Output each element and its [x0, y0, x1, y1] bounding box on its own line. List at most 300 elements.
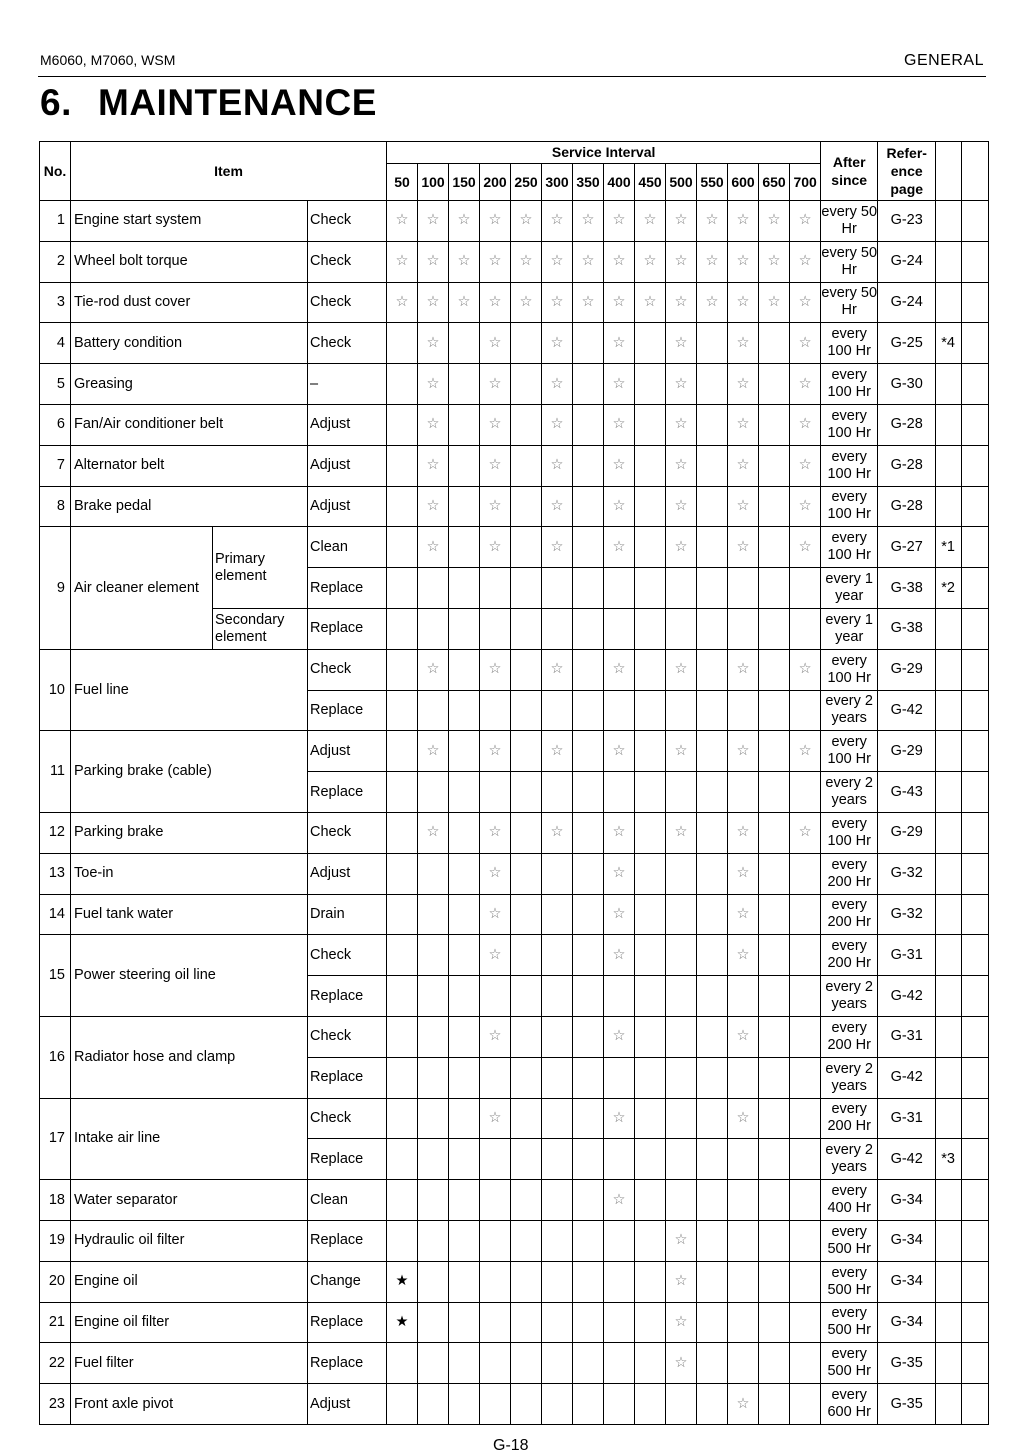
star-outline-icon: ☆: [666, 404, 697, 445]
empty-cell: [635, 1180, 666, 1221]
star-outline-icon: ☆: [666, 241, 697, 282]
empty-cell: [697, 445, 728, 486]
item-name: Hydraulic oil filter: [71, 1220, 308, 1261]
item-action: Replace: [308, 1343, 387, 1384]
empty-cell: [511, 608, 542, 649]
star-outline-icon: ☆: [418, 323, 449, 364]
after-since: every 500 Hr: [821, 1220, 878, 1261]
note: [936, 1098, 962, 1139]
item-name: Parking brake: [71, 812, 308, 853]
star-outline-icon: ☆: [759, 241, 790, 282]
note: [936, 1016, 962, 1057]
interval-550: 550: [697, 164, 728, 201]
empty-cell: [697, 976, 728, 1017]
empty-cell: [480, 1384, 511, 1425]
star-outline-icon: ☆: [697, 201, 728, 242]
after-since: every 100 Hr: [821, 527, 878, 568]
item-action: Check: [308, 323, 387, 364]
empty-cell: [387, 731, 418, 772]
reference-page: G-38: [878, 568, 936, 609]
item-number: 16: [40, 1016, 71, 1098]
empty-cell: [604, 608, 635, 649]
star-outline-icon: ☆: [728, 241, 759, 282]
extra-cell: [962, 527, 989, 568]
star-outline-icon: ☆: [480, 731, 511, 772]
empty-cell: [604, 1302, 635, 1343]
empty-cell: [604, 1220, 635, 1261]
empty-cell: [387, 568, 418, 609]
empty-cell: [418, 894, 449, 935]
empty-cell: [697, 323, 728, 364]
empty-cell: [449, 608, 480, 649]
extra-cell: [962, 364, 989, 405]
empty-cell: [790, 894, 821, 935]
extra-cell: [962, 241, 989, 282]
empty-cell: [666, 690, 697, 731]
empty-cell: [759, 1098, 790, 1139]
empty-cell: [635, 731, 666, 772]
item-number: 7: [40, 445, 71, 486]
star-outline-icon: ☆: [604, 731, 635, 772]
empty-cell: [790, 1220, 821, 1261]
star-outline-icon: ☆: [387, 201, 418, 242]
empty-cell: [542, 1343, 573, 1384]
empty-cell: [449, 690, 480, 731]
section-title: [40, 82, 377, 124]
extra-cell: [962, 1098, 989, 1139]
header-note: [936, 142, 962, 201]
table-row: [40, 404, 989, 445]
item-name: Fuel filter: [71, 1343, 308, 1384]
item-number: 19: [40, 1220, 71, 1261]
empty-cell: [728, 772, 759, 813]
after-since: every 100 Hr: [821, 486, 878, 527]
empty-cell: [573, 323, 604, 364]
empty-cell: [449, 445, 480, 486]
after-since: every 1 year: [821, 568, 878, 609]
empty-cell: [790, 1057, 821, 1098]
star-outline-icon: ☆: [790, 282, 821, 323]
star-solid-icon: ★: [387, 1261, 418, 1302]
empty-cell: [449, 1180, 480, 1221]
empty-cell: [418, 1261, 449, 1302]
empty-cell: [697, 527, 728, 568]
empty-cell: [604, 976, 635, 1017]
empty-cell: [418, 1302, 449, 1343]
after-since: every 2 years: [821, 1057, 878, 1098]
star-outline-icon: ☆: [480, 445, 511, 486]
empty-cell: [790, 1180, 821, 1221]
empty-cell: [542, 608, 573, 649]
item-action: Replace: [308, 976, 387, 1017]
item-action: Adjust: [308, 731, 387, 772]
empty-cell: [666, 1016, 697, 1057]
empty-cell: [604, 690, 635, 731]
empty-cell: [635, 608, 666, 649]
empty-cell: [728, 1180, 759, 1221]
star-outline-icon: ☆: [790, 201, 821, 242]
empty-cell: [790, 1302, 821, 1343]
item-action: Adjust: [308, 404, 387, 445]
empty-cell: [511, 486, 542, 527]
item-name: Radiator hose and clamp: [71, 1016, 308, 1098]
note: [936, 1180, 962, 1221]
star-outline-icon: ☆: [728, 364, 759, 405]
empty-cell: [697, 1302, 728, 1343]
empty-cell: [542, 935, 573, 976]
item-action: Check: [308, 812, 387, 853]
star-outline-icon: ☆: [666, 1343, 697, 1384]
star-outline-icon: ☆: [449, 201, 480, 242]
item-number: 13: [40, 853, 71, 894]
empty-cell: [573, 1343, 604, 1384]
after-since: every 1 year: [821, 608, 878, 649]
reference-page: G-23: [878, 201, 936, 242]
star-outline-icon: ☆: [604, 812, 635, 853]
empty-cell: [387, 486, 418, 527]
star-outline-icon: ☆: [418, 364, 449, 405]
reference-page: G-30: [878, 364, 936, 405]
star-outline-icon: ☆: [604, 282, 635, 323]
note: *4: [936, 323, 962, 364]
empty-cell: [790, 568, 821, 609]
empty-cell: [697, 1098, 728, 1139]
empty-cell: [697, 649, 728, 690]
note: [936, 1302, 962, 1343]
extra-cell: [962, 894, 989, 935]
star-outline-icon: ☆: [635, 282, 666, 323]
after-since: every 2 years: [821, 1139, 878, 1180]
maintenance-table: [39, 141, 989, 1425]
extra-cell: [962, 649, 989, 690]
empty-cell: [728, 1220, 759, 1261]
reference-page: G-35: [878, 1384, 936, 1425]
empty-cell: [449, 1302, 480, 1343]
star-outline-icon: ☆: [604, 935, 635, 976]
empty-cell: [790, 1139, 821, 1180]
item-number: 11: [40, 731, 71, 813]
star-outline-icon: ☆: [604, 853, 635, 894]
table-row: [40, 894, 989, 935]
empty-cell: [573, 1057, 604, 1098]
note: [936, 1261, 962, 1302]
after-since: every 100 Hr: [821, 364, 878, 405]
star-outline-icon: ☆: [728, 935, 759, 976]
header-reference-page: Refer- ence page: [878, 142, 936, 201]
doc-header-right: GENERAL: [904, 52, 984, 69]
empty-cell: [449, 1057, 480, 1098]
reference-page: G-42: [878, 1057, 936, 1098]
reference-page: G-32: [878, 894, 936, 935]
note: *2: [936, 568, 962, 609]
empty-cell: [542, 853, 573, 894]
star-outline-icon: ☆: [790, 241, 821, 282]
empty-cell: [759, 1139, 790, 1180]
empty-cell: [418, 1098, 449, 1139]
star-outline-icon: ☆: [542, 282, 573, 323]
empty-cell: [573, 1261, 604, 1302]
section-number: 6.: [40, 82, 72, 123]
empty-cell: [387, 1180, 418, 1221]
empty-cell: [728, 1139, 759, 1180]
empty-cell: [790, 853, 821, 894]
empty-cell: [573, 608, 604, 649]
empty-cell: [449, 1261, 480, 1302]
note: [936, 1343, 962, 1384]
reference-page: G-31: [878, 1098, 936, 1139]
empty-cell: [759, 731, 790, 772]
empty-cell: [635, 364, 666, 405]
empty-cell: [728, 608, 759, 649]
star-outline-icon: ☆: [728, 527, 759, 568]
star-outline-icon: ☆: [728, 1384, 759, 1425]
empty-cell: [573, 649, 604, 690]
star-outline-icon: ☆: [759, 201, 790, 242]
empty-cell: [697, 731, 728, 772]
empty-cell: [511, 731, 542, 772]
empty-cell: [697, 1343, 728, 1384]
item-number: 1: [40, 201, 71, 242]
star-outline-icon: ☆: [728, 649, 759, 690]
empty-cell: [635, 323, 666, 364]
star-outline-icon: ☆: [728, 323, 759, 364]
empty-cell: [604, 568, 635, 609]
empty-cell: [697, 772, 728, 813]
empty-cell: [387, 812, 418, 853]
empty-cell: [604, 772, 635, 813]
extra-cell: [962, 486, 989, 527]
empty-cell: [511, 1098, 542, 1139]
empty-cell: [666, 608, 697, 649]
interval-150: 150: [449, 164, 480, 201]
empty-cell: [635, 690, 666, 731]
extra-cell: [962, 1261, 989, 1302]
empty-cell: [666, 1098, 697, 1139]
item-name: Fuel tank water: [71, 894, 308, 935]
empty-cell: [697, 608, 728, 649]
after-since: every 50 Hr: [821, 201, 878, 242]
empty-cell: [635, 1261, 666, 1302]
empty-cell: [790, 1343, 821, 1384]
empty-cell: [480, 1343, 511, 1384]
note: [936, 772, 962, 813]
empty-cell: [449, 976, 480, 1017]
item-name: Engine oil filter: [71, 1302, 308, 1343]
empty-cell: [573, 1384, 604, 1425]
empty-cell: [635, 1139, 666, 1180]
item-name: Fan/Air conditioner belt: [71, 404, 308, 445]
empty-cell: [480, 1220, 511, 1261]
empty-cell: [728, 1343, 759, 1384]
item-name: Brake pedal: [71, 486, 308, 527]
star-outline-icon: ☆: [604, 649, 635, 690]
empty-cell: [511, 568, 542, 609]
star-outline-icon: ☆: [418, 527, 449, 568]
item-number: 17: [40, 1098, 71, 1180]
after-since: every 2 years: [821, 690, 878, 731]
after-since: every 100 Hr: [821, 404, 878, 445]
empty-cell: [635, 1343, 666, 1384]
star-outline-icon: ☆: [480, 486, 511, 527]
star-outline-icon: ☆: [449, 282, 480, 323]
item-action: Change: [308, 1261, 387, 1302]
star-outline-icon: ☆: [728, 731, 759, 772]
empty-cell: [573, 772, 604, 813]
star-outline-icon: ☆: [604, 1180, 635, 1221]
star-outline-icon: ☆: [790, 731, 821, 772]
star-outline-icon: ☆: [635, 241, 666, 282]
empty-cell: [511, 690, 542, 731]
empty-cell: [418, 935, 449, 976]
star-outline-icon: ☆: [790, 404, 821, 445]
empty-cell: [418, 1057, 449, 1098]
star-outline-icon: ☆: [480, 935, 511, 976]
empty-cell: [604, 1139, 635, 1180]
after-since: every 2 years: [821, 976, 878, 1017]
star-outline-icon: ☆: [666, 364, 697, 405]
star-outline-icon: ☆: [418, 445, 449, 486]
empty-cell: [542, 772, 573, 813]
empty-cell: [480, 568, 511, 609]
empty-cell: [635, 853, 666, 894]
table-row: [40, 527, 989, 568]
star-outline-icon: ☆: [449, 241, 480, 282]
item-action: Check: [308, 649, 387, 690]
empty-cell: [604, 1057, 635, 1098]
item-action: Drain: [308, 894, 387, 935]
item-sub: Secondary element: [213, 608, 308, 649]
empty-cell: [759, 1057, 790, 1098]
empty-cell: [449, 853, 480, 894]
empty-cell: [418, 1384, 449, 1425]
star-outline-icon: ☆: [573, 201, 604, 242]
star-outline-icon: ☆: [542, 201, 573, 242]
empty-cell: [573, 486, 604, 527]
star-outline-icon: ☆: [666, 282, 697, 323]
item-action: Check: [308, 1016, 387, 1057]
star-outline-icon: ☆: [790, 812, 821, 853]
star-outline-icon: ☆: [728, 201, 759, 242]
empty-cell: [697, 1384, 728, 1425]
note: [936, 201, 962, 242]
note: [936, 731, 962, 772]
empty-cell: [449, 486, 480, 527]
empty-cell: [480, 1057, 511, 1098]
reference-page: G-32: [878, 853, 936, 894]
interval-650: 650: [759, 164, 790, 201]
star-outline-icon: ☆: [604, 1098, 635, 1139]
reference-page: G-29: [878, 812, 936, 853]
section-heading: MAINTENANCE: [98, 82, 377, 123]
empty-cell: [790, 935, 821, 976]
item-action: Replace: [308, 1220, 387, 1261]
empty-cell: [511, 323, 542, 364]
reference-page: G-28: [878, 445, 936, 486]
star-outline-icon: ☆: [542, 527, 573, 568]
item-action: Clean: [308, 1180, 387, 1221]
empty-cell: [542, 1016, 573, 1057]
reference-page: G-27: [878, 527, 936, 568]
empty-cell: [449, 1016, 480, 1057]
after-since: every 100 Hr: [821, 731, 878, 772]
table-row: [40, 201, 989, 242]
star-outline-icon: ☆: [480, 404, 511, 445]
empty-cell: [697, 1220, 728, 1261]
empty-cell: [387, 894, 418, 935]
extra-cell: [962, 935, 989, 976]
empty-cell: [573, 731, 604, 772]
star-outline-icon: ☆: [480, 649, 511, 690]
empty-cell: [387, 404, 418, 445]
star-outline-icon: ☆: [480, 282, 511, 323]
empty-cell: [697, 568, 728, 609]
star-outline-icon: ☆: [728, 812, 759, 853]
item-name: Alternator belt: [71, 445, 308, 486]
after-since: every 600 Hr: [821, 1384, 878, 1425]
empty-cell: [418, 1220, 449, 1261]
reference-page: G-34: [878, 1302, 936, 1343]
empty-cell: [511, 976, 542, 1017]
extra-cell: [962, 731, 989, 772]
after-since: every 50 Hr: [821, 282, 878, 323]
empty-cell: [635, 404, 666, 445]
empty-cell: [728, 690, 759, 731]
empty-cell: [728, 1302, 759, 1343]
after-since: every 400 Hr: [821, 1180, 878, 1221]
star-outline-icon: ☆: [728, 404, 759, 445]
extra-cell: [962, 282, 989, 323]
empty-cell: [573, 404, 604, 445]
note: [936, 241, 962, 282]
note: [936, 690, 962, 731]
item-action: Replace: [308, 772, 387, 813]
empty-cell: [511, 1057, 542, 1098]
extra-cell: [962, 201, 989, 242]
empty-cell: [387, 649, 418, 690]
reference-page: G-34: [878, 1220, 936, 1261]
item-number: 5: [40, 364, 71, 405]
empty-cell: [635, 894, 666, 935]
item-name: Tie-rod dust cover: [71, 282, 308, 323]
table-row: [40, 1261, 989, 1302]
empty-cell: [573, 690, 604, 731]
empty-cell: [697, 364, 728, 405]
empty-cell: [666, 1057, 697, 1098]
after-since: every 100 Hr: [821, 323, 878, 364]
star-outline-icon: ☆: [480, 894, 511, 935]
item-action: Replace: [308, 1302, 387, 1343]
header-rule: [38, 76, 986, 77]
table-row: [40, 323, 989, 364]
empty-cell: [542, 1261, 573, 1302]
item-number: 23: [40, 1384, 71, 1425]
extra-cell: [962, 1180, 989, 1221]
empty-cell: [511, 812, 542, 853]
empty-cell: [666, 935, 697, 976]
empty-cell: [604, 1261, 635, 1302]
after-since: every 500 Hr: [821, 1261, 878, 1302]
item-action: Clean: [308, 527, 387, 568]
header-after-since: After since: [821, 142, 878, 201]
empty-cell: [666, 976, 697, 1017]
empty-cell: [759, 445, 790, 486]
star-outline-icon: ☆: [790, 364, 821, 405]
note: [936, 486, 962, 527]
item-number: 6: [40, 404, 71, 445]
empty-cell: [635, 445, 666, 486]
extra-cell: [962, 976, 989, 1017]
empty-cell: [759, 568, 790, 609]
